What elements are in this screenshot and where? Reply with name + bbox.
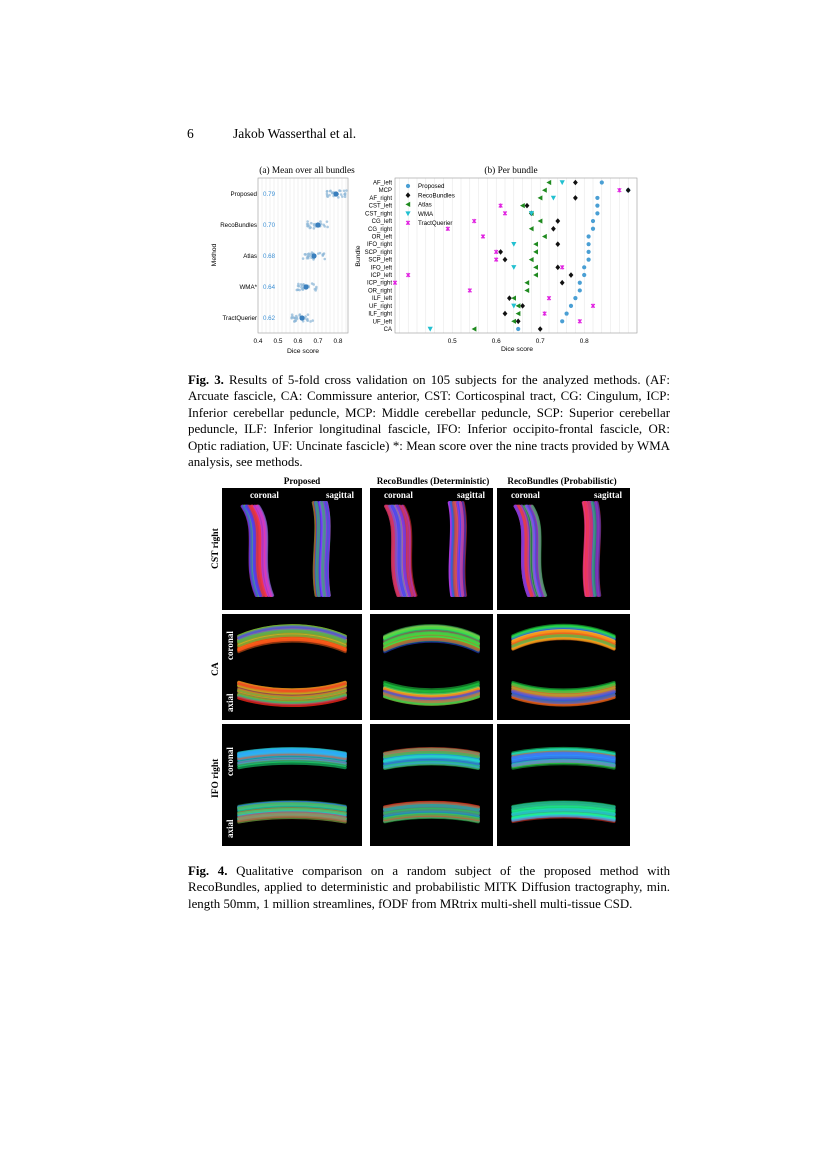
panel-b-point-atlas bbox=[542, 234, 547, 239]
panel-a-subject-point bbox=[311, 319, 314, 322]
panel-a-subject-point bbox=[331, 192, 334, 195]
panel-a-subject-point bbox=[306, 257, 309, 260]
panel-b-legend bbox=[405, 183, 454, 227]
panel-a-method-label: Atlas bbox=[243, 253, 257, 261]
panel-b-xticks bbox=[448, 338, 589, 345]
panel-a-xlabel: Dice score bbox=[286, 348, 320, 355]
panel-a-mean-value: 0.70 bbox=[263, 222, 276, 230]
panel-a-ylabel: Method bbox=[211, 243, 218, 267]
legend-marker-wma bbox=[405, 211, 410, 216]
panel-a-subject-point bbox=[319, 252, 322, 255]
panel-a-subject-point bbox=[293, 320, 296, 323]
legend-marker-tractquerier bbox=[406, 221, 410, 225]
panel-a-subject-point bbox=[311, 251, 314, 254]
panel-b-xtick-label: 0.8 bbox=[579, 338, 589, 345]
panel-b-point-tractquerier bbox=[547, 296, 551, 300]
panel-a-mean-point bbox=[299, 315, 304, 320]
panel-b-point-atlas bbox=[516, 303, 521, 308]
fig4-panel-ca-col1 bbox=[222, 614, 362, 720]
tract-rendering bbox=[370, 488, 493, 610]
panel-b-point-wma bbox=[428, 327, 433, 332]
panel-b-bundle-label: UF_left bbox=[372, 319, 392, 326]
panel-b-bundle-label: CA bbox=[383, 327, 392, 333]
panel-b-bundle-label: MCP bbox=[378, 188, 392, 195]
panel-a-subject-point bbox=[337, 196, 340, 199]
panel-b-bundle-label: CST_right bbox=[364, 211, 392, 218]
panel-a-subject-point bbox=[341, 195, 344, 198]
panel-a-subject-point bbox=[326, 220, 329, 223]
figure-3-caption-label: Fig. 3. bbox=[188, 373, 224, 387]
panel-b-point-proposed bbox=[591, 227, 595, 231]
panel-b-point-atlas bbox=[533, 265, 538, 270]
panel-a-subject-point bbox=[328, 194, 331, 197]
panel-b-point-proposed bbox=[591, 219, 595, 223]
panel-b-ylabel: Bundle bbox=[355, 245, 362, 267]
panel-b-point-proposed bbox=[595, 204, 599, 208]
fig4-row-ca: CA bbox=[211, 662, 221, 676]
fig4-row-cst-right: CST right bbox=[211, 528, 221, 569]
page-number: 6 bbox=[187, 126, 194, 141]
panel-b-bundle-label: SCP_left bbox=[368, 257, 392, 264]
panel-b-point-tractquerier bbox=[494, 257, 498, 261]
figure-3-caption bbox=[188, 372, 670, 470]
panel-b-grid bbox=[399, 178, 628, 333]
panel-b-xlabel: Dice score bbox=[500, 346, 534, 353]
panel-b-bundle-label: OR_left bbox=[371, 234, 392, 241]
panel-b-point-atlas bbox=[472, 326, 477, 331]
view-label-axial: axial bbox=[225, 693, 235, 712]
panel-a-subject-point bbox=[307, 313, 310, 316]
panel-b-point-proposed bbox=[595, 196, 599, 200]
panel-b-point-tractquerier bbox=[503, 211, 507, 215]
panel-a-subject-point bbox=[326, 193, 329, 196]
panel-a-subject-point bbox=[298, 285, 301, 288]
tract-rendering bbox=[497, 724, 630, 846]
panel-b-point-atlas bbox=[524, 288, 529, 293]
panel-b-point-recobundles bbox=[555, 218, 560, 224]
panel-b-point-wma bbox=[511, 265, 516, 270]
panel-b-point-recobundles bbox=[498, 249, 503, 255]
figure-3 bbox=[0, 0, 827, 370]
panel-b-point-recobundles bbox=[525, 203, 530, 209]
fig4-panel-cst-col2 bbox=[370, 488, 493, 610]
panel-a-xtick-label: 0.6 bbox=[293, 338, 303, 345]
panel-b-bundle-label: SCP_right bbox=[364, 249, 392, 256]
panel-b-point-atlas bbox=[542, 188, 547, 193]
panel-b-point-wma bbox=[551, 196, 556, 201]
view-label-coronal: coronal bbox=[250, 490, 279, 500]
panel-a-mean-value: 0.79 bbox=[263, 191, 276, 199]
tract-rendering bbox=[222, 724, 362, 846]
panel-a-method-label: TractQuerier bbox=[222, 315, 257, 323]
view-label-coronal: coronal bbox=[384, 490, 413, 500]
panel-a-mean-value: 0.64 bbox=[263, 284, 276, 292]
panel-a-subject-point bbox=[323, 258, 326, 261]
legend-marker-atlas bbox=[405, 202, 410, 207]
tract-rendering bbox=[222, 488, 362, 610]
panel-b-bundle-label: CST_left bbox=[368, 203, 392, 210]
panel-a-subject-point bbox=[338, 189, 341, 192]
fig4-panel-ifo-col1 bbox=[222, 724, 362, 846]
panel-b-bundle-label: CG_right bbox=[367, 226, 392, 233]
panel-a-method-label: Proposed bbox=[230, 191, 257, 199]
panel-b-point-proposed bbox=[569, 304, 573, 308]
panel-b-bundle-label: CG_left bbox=[371, 219, 392, 226]
panel-a-subject-point bbox=[343, 190, 346, 193]
tract-rendering bbox=[497, 488, 630, 610]
panel-b-point-tractquerier bbox=[472, 219, 476, 223]
fig4-panel-ifo-col2 bbox=[370, 724, 493, 846]
tract-rendering bbox=[370, 614, 493, 720]
panel-b-point-wma bbox=[560, 180, 565, 185]
panel-a-xticks bbox=[254, 338, 343, 345]
panel-a-mean-value: 0.68 bbox=[263, 253, 276, 261]
panel-b-point-proposed bbox=[587, 250, 591, 254]
panel-b-point-proposed bbox=[587, 258, 591, 262]
panel-a-subject-point bbox=[291, 313, 294, 316]
view-label-coronal: coronal bbox=[225, 631, 235, 660]
fig4-panel-cst-col3 bbox=[497, 488, 630, 610]
panel-a-subject-point bbox=[329, 190, 332, 193]
view-label-coronal: coronal bbox=[225, 747, 235, 776]
panel-b-point-proposed bbox=[516, 327, 520, 331]
panel-b-point-recobundles bbox=[503, 311, 508, 317]
legend-label: Proposed bbox=[418, 183, 445, 191]
panel-a-subject-point bbox=[311, 282, 314, 285]
panel-b-bundle-label: ICP_right bbox=[366, 280, 392, 287]
panel-a-method-label: RecoBundles bbox=[220, 222, 257, 230]
figure-3-caption-text: Results of 5-fold cross validation on 105 subjects for the analyzed methods. (AF: Arcuate fascicle, CA: Commissure anterior, CST: Corticospinal tract, CG: Cingulum, ICP: Inferior cerebellar peduncle, MCP: Middle cerebellar peduncle, SCP: Superior cerebellar peduncle, ILF: Inferior longitudinal fascicle, IFO: Inferior occipito-frontal fascicle, OR: Optic radiation, UF: Uncinate fascicle) *: Mean score over the nine tracts provided by WMA analysis, see methods. bbox=[188, 373, 670, 470]
fig4-column-proposed: Proposed bbox=[283, 476, 321, 486]
panel-b-point-recobundles bbox=[573, 180, 578, 186]
panel-b-point-atlas bbox=[533, 272, 538, 277]
panel-b-xtick-label: 0.7 bbox=[535, 338, 545, 345]
panel-b-bundle-label: ILF_right bbox=[368, 311, 392, 318]
panel-b-point-atlas bbox=[533, 242, 538, 247]
panel-a-subject-point bbox=[306, 319, 309, 322]
panel-a-subject-point bbox=[319, 220, 322, 223]
panel-b-point-atlas bbox=[533, 249, 538, 254]
panel-b-bundle-label: OR_right bbox=[367, 288, 392, 295]
tract-rendering bbox=[370, 724, 493, 846]
panel-b-bundle-label: IFO_right bbox=[366, 242, 392, 249]
fig4-row-ifo-right: IFO right bbox=[211, 758, 221, 798]
legend-label: TractQuerier bbox=[418, 220, 453, 227]
panel-b-point-tractquerier bbox=[543, 311, 547, 315]
panel-b-point-proposed bbox=[582, 273, 586, 277]
view-label-sagittal: sagittal bbox=[594, 490, 622, 500]
panel-b-point-recobundles bbox=[551, 226, 556, 232]
panel-a-subject-point bbox=[306, 220, 309, 223]
legend-marker-recobundles bbox=[406, 192, 411, 198]
panel-b-point-recobundles bbox=[560, 280, 565, 286]
figure-4-caption-label: Fig. 4. bbox=[188, 864, 228, 878]
panel-b-point-tractquerier bbox=[494, 250, 498, 254]
legend-label: Atlas bbox=[418, 201, 432, 209]
panel-b-bundle-label: ICP_left bbox=[370, 273, 392, 280]
panel-a-subject-point bbox=[290, 317, 293, 320]
panel-a-subject-point bbox=[344, 193, 347, 196]
figure-4-caption-text: Qualitative comparison on a random subject of the proposed method with RecoBundles, applied to deterministic and probabilistic MITK Diffusion tractography, min. length 50mm, 1 million streamlines, fODF from MRtrix multi-shell multi-tissue CSD. bbox=[188, 864, 671, 911]
panel-a-subject-point bbox=[304, 253, 307, 256]
panel-b-point-proposed bbox=[595, 211, 599, 215]
panel-b-point-tractquerier bbox=[406, 273, 410, 277]
panel-b-point-tractquerier bbox=[446, 227, 450, 231]
panel-b-point-proposed bbox=[565, 311, 569, 315]
panel-b-point-proposed bbox=[582, 265, 586, 269]
fig4-column-recobundles-det: RecoBundles (Deterministic) bbox=[376, 476, 490, 486]
panel-b-xtick-label: 0.6 bbox=[491, 338, 501, 345]
panel-b-point-atlas bbox=[516, 311, 521, 316]
panel-b-bundle-label: UF_right bbox=[368, 303, 392, 310]
view-label-axial: axial bbox=[225, 819, 235, 838]
panel-a-xtick-label: 0.7 bbox=[313, 338, 323, 345]
panel-b-point-tractquerier bbox=[591, 304, 595, 308]
panel-a-rows bbox=[220, 189, 348, 323]
legend-label: WMA bbox=[418, 210, 434, 218]
fig4-column-recobundles-prob: RecoBundles (Probabilistic) bbox=[507, 476, 617, 486]
panel-b-point-proposed bbox=[587, 242, 591, 246]
view-label-sagittal: sagittal bbox=[326, 490, 354, 500]
panel-a-subject-point bbox=[323, 225, 326, 228]
panel-a-subject-point bbox=[313, 223, 316, 226]
figure-4-caption bbox=[188, 863, 670, 912]
panel-b-point-wma bbox=[511, 304, 516, 309]
panel-b-point-recobundles bbox=[626, 187, 631, 193]
view-label-sagittal: sagittal bbox=[457, 490, 485, 500]
panel-b-point-tractquerier bbox=[393, 281, 397, 285]
panel-b-bundle-label: ILF_left bbox=[371, 296, 392, 303]
panel-b-point-atlas bbox=[524, 280, 529, 285]
panel-a-xtick-label: 0.8 bbox=[333, 338, 343, 345]
panel-a-subject-point bbox=[326, 226, 329, 229]
panel-a-subject-point bbox=[294, 317, 297, 320]
panel-a-xtick-label: 0.4 bbox=[253, 338, 263, 345]
panel-b-bundle-label: AF_right bbox=[369, 195, 392, 202]
panel-a-title: (a) Mean over all bundles bbox=[259, 166, 355, 176]
panel-a-method-label: WMA* bbox=[239, 284, 257, 292]
panel-b-point-recobundles bbox=[555, 265, 560, 271]
running-header-authors: Jakob Wasserthal et al. bbox=[233, 126, 357, 141]
panel-a-subject-point bbox=[308, 227, 311, 230]
panel-a-subject-point bbox=[310, 222, 313, 225]
panel-b-title: (b) Per bundle bbox=[484, 166, 538, 176]
panel-b-point-tractquerier bbox=[481, 234, 485, 238]
panel-b-point-recobundles bbox=[555, 241, 560, 247]
panel-b-point-proposed bbox=[600, 180, 604, 184]
legend-label: RecoBundles bbox=[418, 192, 455, 200]
panel-a-xtick-label: 0.5 bbox=[273, 338, 283, 345]
tract-rendering bbox=[222, 614, 362, 720]
panel-b-bundle-label: AF_left bbox=[372, 180, 392, 187]
panel-b-bundle-labels bbox=[365, 181, 393, 334]
panel-a-subject-point bbox=[297, 288, 300, 291]
panel-b-point-proposed bbox=[560, 319, 564, 323]
panel-b-point-proposed bbox=[578, 288, 582, 292]
panel-b-point-recobundles bbox=[520, 303, 525, 309]
panel-a-mean-value: 0.62 bbox=[263, 315, 276, 323]
fig4-panel-ifo-col3 bbox=[497, 724, 630, 846]
panel-b-point-proposed bbox=[573, 296, 577, 300]
panel-b-point-wma bbox=[511, 242, 516, 247]
panel-b-point-tractquerier bbox=[578, 319, 582, 323]
panel-a-subject-point bbox=[309, 320, 312, 323]
panel-b-point-recobundles bbox=[516, 318, 521, 324]
panel-b-point-tractquerier bbox=[499, 203, 503, 207]
panel-b-point-tractquerier bbox=[468, 288, 472, 292]
panel-b-point-recobundles bbox=[507, 295, 512, 301]
tract-rendering bbox=[497, 614, 630, 720]
panel-a-subject-point bbox=[302, 257, 305, 260]
panel-a-subject-point bbox=[326, 190, 329, 193]
panel-b-point-recobundles bbox=[573, 195, 578, 201]
panel-a-mean-point bbox=[333, 191, 338, 196]
panel-b-point-tractquerier bbox=[560, 265, 564, 269]
panel-a-subject-point bbox=[306, 225, 309, 228]
panel-b-xtick-label: 0.5 bbox=[447, 338, 457, 345]
panel-a-subject-point bbox=[323, 252, 326, 255]
panel-b-point-recobundles bbox=[569, 272, 574, 278]
panel-b-point-tractquerier bbox=[618, 188, 622, 192]
legend-marker-proposed bbox=[406, 184, 410, 188]
panel-a-mean-point bbox=[311, 253, 316, 258]
panel-a-subject-point bbox=[313, 227, 316, 230]
panel-b-bundle-label: IFO_left bbox=[370, 265, 392, 272]
view-label-coronal: coronal bbox=[511, 490, 540, 500]
panel-a-mean-point bbox=[315, 222, 320, 227]
panel-a-subject-point bbox=[315, 287, 318, 290]
fig4-panel-ca-col3 bbox=[497, 614, 630, 720]
panel-b-point-recobundles bbox=[503, 257, 508, 263]
fig4-panel-cst-col1 bbox=[222, 488, 362, 610]
panel-b-point-proposed bbox=[578, 281, 582, 285]
panel-b-point-recobundles bbox=[538, 326, 543, 332]
panel-a-mean-point bbox=[303, 284, 308, 289]
fig4-panel-ca-col2 bbox=[370, 614, 493, 720]
panel-b-point-proposed bbox=[587, 234, 591, 238]
panel-a-subject-point bbox=[345, 189, 348, 192]
